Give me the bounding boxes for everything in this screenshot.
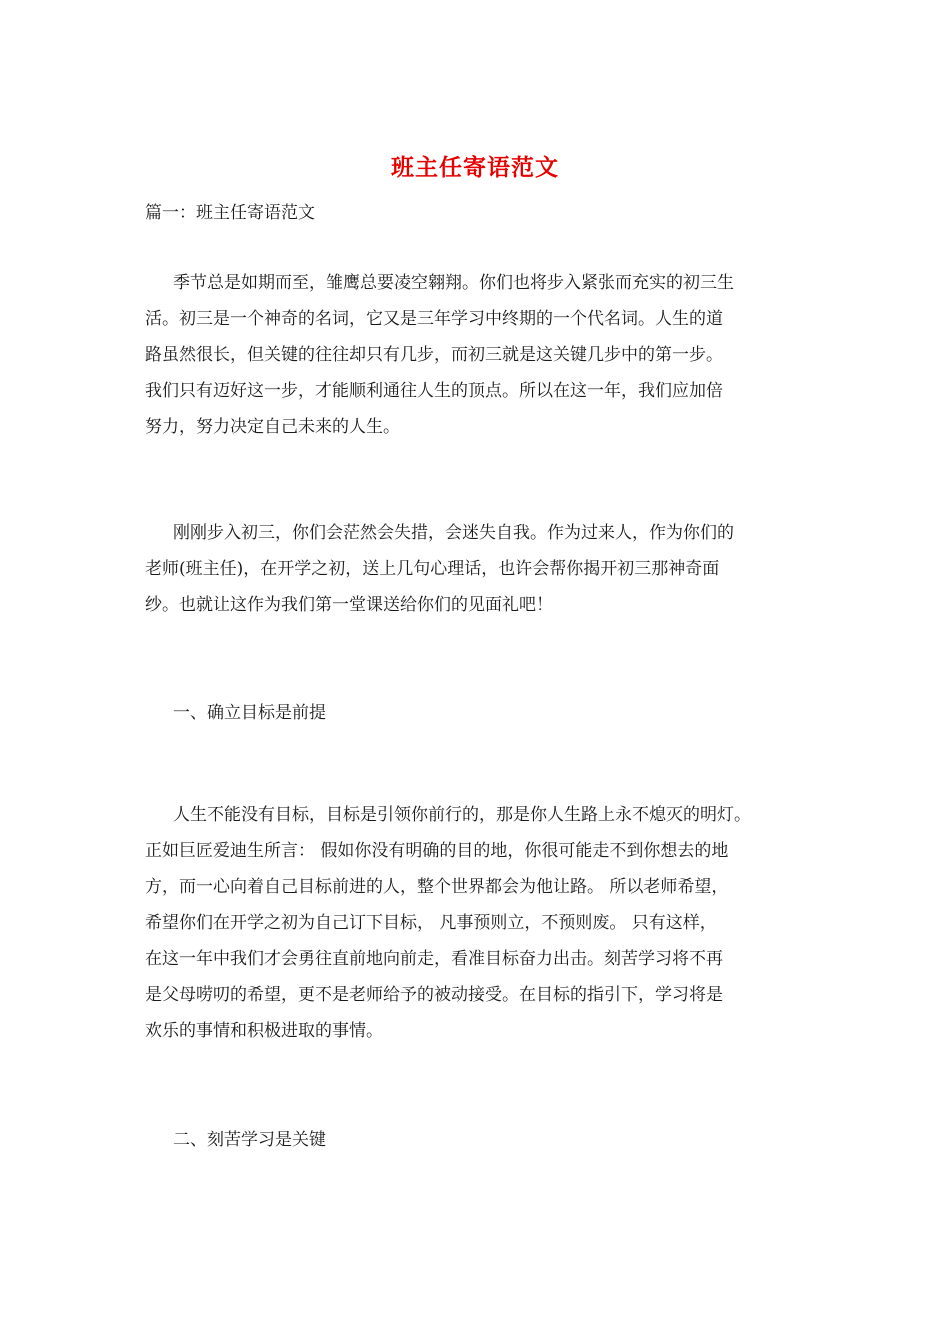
document-title: 班主任寄语范文 <box>391 154 559 181</box>
paragraph-1-line: 路虽然很长，但关键的往往却只有几步，而初三就是这关键几步中的第一步。 <box>145 345 723 365</box>
paragraph-2 <box>145 515 825 623</box>
paragraph-2-line: 老师(班主任)，在开学之初，送上几句心理话，也许会帮你揭开初三那神奇面 <box>145 559 720 579</box>
paragraph-1-line: 我们只有迈好这一步，才能顺利通往人生的顶点。所以在这一年，我们应加倍 <box>145 381 723 401</box>
paragraph-3-line: 正如巨匠爱迪生所言： 假如你没有明确的目的地，你很可能走不到你想去的地 <box>145 841 729 861</box>
section-heading-2: 二、刻苦学习是关键 <box>173 1130 326 1150</box>
paragraph-2-line: 刚刚步入初三，你们会茫然会失措，会迷失自我。作为过来人，作为你们的 <box>173 523 734 543</box>
paragraph-2-line: 纱。也就让这作为我们第一堂课送给你们的见面礼吧！ <box>145 595 553 615</box>
paragraph-3-line: 是父母唠叨的希望，更不是老师给予的被动接受。在目标的指引下，学习将是 <box>145 985 723 1005</box>
paragraph-1 <box>145 265 825 445</box>
paragraph-3 <box>145 797 825 1049</box>
paragraph-3-line: 在这一年中我们才会勇往直前地向前走，看准目标奋力出击。刻苦学习将不再 <box>145 949 723 969</box>
section-heading-1: 一、确立目标是前提 <box>173 703 326 723</box>
paragraph-3-line: 欢乐的事情和积极进取的事情。 <box>145 1021 383 1041</box>
paragraph-1-line: 季节总是如期而至，雏鹰总要凌空翱翔。你们也将步入紧张而充实的初三生 <box>173 273 734 293</box>
section-subtitle: 篇一：班主任寄语范文 <box>145 203 315 223</box>
paragraph-3-line: 人生不能没有目标，目标是引领你前行的，那是你人生路上永不熄灭的明灯。 <box>173 805 751 825</box>
paragraph-1-line: 活。初三是一个神奇的名词，它又是三年学习中终期的一个代名词。人生的道 <box>145 309 723 329</box>
paragraph-3-line: 方，而一心向着自己目标前进的人，整个世界都会为他让路。 所以老师希望， <box>145 877 729 897</box>
paragraph-3-line: 希望你们在开学之初为自己订下目标， 凡事预则立，不预则废。 只有这样， <box>145 913 717 933</box>
paragraph-1-line: 努力，努力决定自己未来的人生。 <box>145 417 400 437</box>
